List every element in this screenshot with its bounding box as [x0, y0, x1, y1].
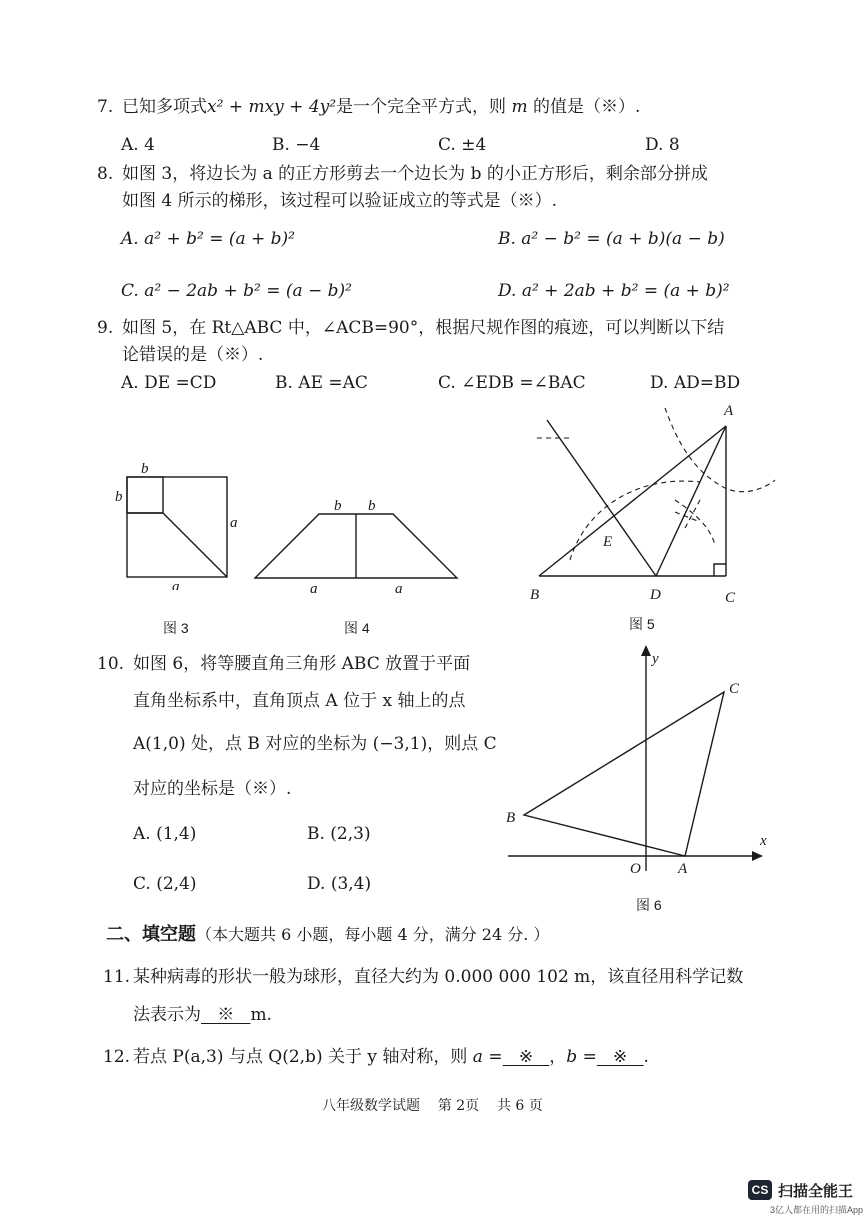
q7-stem — [122, 96, 640, 118]
q7-var: m — [511, 97, 528, 117]
fig3-diagonal — [163, 513, 227, 577]
fig6-x-arrow — [752, 851, 763, 861]
q12-answer-blank-b[interactable] — [597, 1047, 644, 1067]
q12-blank-a-mark: ※ — [518, 1047, 534, 1067]
camscanner-name: 扫描全能王 — [778, 1183, 854, 1200]
q11-blank-mark: ※ — [217, 1005, 235, 1025]
fig6-label-b: B — [506, 810, 516, 826]
fig5-caption: 图 5 — [629, 616, 655, 632]
fig4-label-a2: a — [395, 581, 403, 597]
q11-answer-blank[interactable] — [201, 1005, 250, 1025]
figure-5 — [525, 400, 785, 610]
q12-b-eq: b = — [566, 1047, 597, 1067]
fig3-label-a-right: a — [230, 515, 238, 531]
q10-option-d: D. (3,4) — [307, 874, 372, 894]
q10-line3: A(1,0) 处，点 B 对应的坐标为 (−3,1)，则点 C — [133, 734, 497, 754]
q8-line2: 如图 4 所示的梯形，该过程可以验证成立的等式是（※）. — [122, 191, 558, 211]
q7-option-d: D. 8 — [645, 135, 680, 155]
fig6-label-c: C — [729, 681, 740, 697]
q7-option-b: B. −4 — [272, 135, 321, 155]
q7-polynomial: x² + mxy + 4y² — [207, 97, 337, 117]
q12-stem: 若点 P(a,3) 与点 Q(2,b) 关于 y 轴对称，则 — [133, 1047, 468, 1067]
q12-blank-b-mark: ※ — [613, 1047, 628, 1067]
fig5-arc-large — [570, 481, 700, 560]
q7-option-c: C. ±4 — [438, 135, 487, 155]
camscanner-slogan: 3亿人都在用的扫描App — [770, 1205, 864, 1215]
fig5-segment-ad — [656, 426, 726, 576]
q9-option-d: D. AD=BD — [650, 373, 741, 393]
q12-separator: ， — [549, 1047, 567, 1067]
fig3-small-square — [127, 477, 163, 513]
figure-4 — [250, 490, 465, 600]
fig5-arc-upper — [665, 408, 775, 492]
q11-line2-prefix: 法表示为 — [133, 1005, 201, 1025]
fig4-label-a1: a — [310, 581, 318, 597]
q7-stem-a: 已知多项式 — [122, 97, 207, 117]
q8-number: 8. — [97, 164, 114, 184]
fig5-label-e: E — [603, 534, 613, 550]
q8-option-d: D. a² + 2ab + b² = (a + b)² — [498, 281, 730, 301]
q9-line1: 如图 5，在 Rt△ABC 中，∠ACB=90°，根据尺规作图的痕迹，可以判断以下结 — [122, 318, 725, 338]
fig5-right-angle-mark — [714, 564, 726, 576]
q10-number: 10. — [97, 654, 125, 674]
fig4-label-b2: b — [368, 498, 376, 514]
fig5-label-c: C — [725, 590, 736, 606]
q7-stem-b: 是一个完全平方式，则 — [336, 97, 507, 117]
section-2-title: 二、填空题 — [106, 924, 196, 945]
section-2-header — [106, 920, 549, 946]
figure-6 — [500, 645, 780, 885]
fig6-label-y: y — [652, 651, 659, 667]
q12-answer-blank-a[interactable] — [503, 1047, 550, 1067]
q11-line2 — [133, 1004, 272, 1026]
q12-line — [133, 1046, 649, 1068]
fig3-label-b-top: b — [141, 461, 149, 477]
fig3-caption: 图 3 — [163, 620, 189, 636]
fig5-label-b: B — [530, 587, 540, 603]
q12-a-eq: a = — [472, 1047, 503, 1067]
q9-option-a: A. DE =CD — [121, 373, 217, 393]
q12-number: 12. — [103, 1047, 131, 1067]
section-2-note: （本大题共 6 小题，每小题 4 分，满分 24 分. ） — [196, 925, 550, 944]
fig4-caption: 图 4 — [344, 620, 370, 636]
page-footer: 八年级数学试题 第 2页 共 6 页 — [322, 1098, 543, 1114]
fig4-label-b1: b — [334, 498, 342, 514]
q8-option-c: C. a² − 2ab + b² = (a − b)² — [121, 281, 352, 301]
fig5-trace-mark-3 — [685, 500, 700, 528]
q10-line4: 对应的坐标是（※）. — [133, 779, 292, 799]
q7-stem-c: 的值是（※）. — [533, 97, 641, 117]
fig5-label-d: D — [650, 587, 661, 603]
q9-line2: 论错误的是（※）. — [122, 345, 264, 365]
fig6-y-arrow — [641, 645, 651, 656]
fig6-caption: 图 6 — [636, 897, 662, 913]
fig5-segment-de — [547, 420, 656, 576]
q10-line1: 如图 6，将等腰直角三角形 ABC 放置于平面 — [133, 654, 471, 674]
fig6-label-x: x — [760, 833, 767, 849]
q12-end: . — [643, 1047, 649, 1067]
fig3-label-a-bottom: a — [172, 579, 180, 590]
q8-line1: 如图 3，将边长为 a 的正方形剪去一个边长为 b 的小正方形后，剩余部分拼成 — [122, 164, 708, 184]
fig5-label-a: A — [724, 403, 734, 419]
q11-line1: 某种病毒的形状一般为球形，直径大约为 0.000 000 102 m，该直径用科学记数 — [133, 967, 744, 987]
q11-line2-suffix: m. — [250, 1005, 272, 1025]
q9-number: 9. — [97, 318, 114, 338]
q9-option-b: B. AE =AC — [275, 373, 368, 393]
q10-option-a: A. (1,4) — [133, 824, 197, 844]
camscanner-logo: CS — [748, 1180, 772, 1200]
q11-number: 11. — [103, 967, 131, 987]
fig3-label-b-left: b — [115, 489, 123, 505]
q8-option-a: A. a² + b² = (a + b)² — [121, 229, 295, 249]
fig6-label-o: O — [630, 861, 641, 877]
figure-3 — [110, 455, 250, 590]
q10-line2: 直角坐标系中，直角顶点 A 位于 x 轴上的点 — [133, 691, 466, 711]
fig6-triangle-abc — [524, 692, 724, 856]
q7-number: 7. — [97, 97, 114, 117]
q10-option-c: C. (2,4) — [133, 874, 197, 894]
q10-option-b: B. (2,3) — [307, 824, 371, 844]
fig6-label-a: A — [678, 861, 688, 877]
q8-option-b: B. a² − b² = (a + b)(a − b) — [498, 229, 725, 249]
q7-option-a: A. 4 — [121, 135, 155, 155]
q9-option-c: C. ∠EDB =∠BAC — [438, 373, 586, 393]
